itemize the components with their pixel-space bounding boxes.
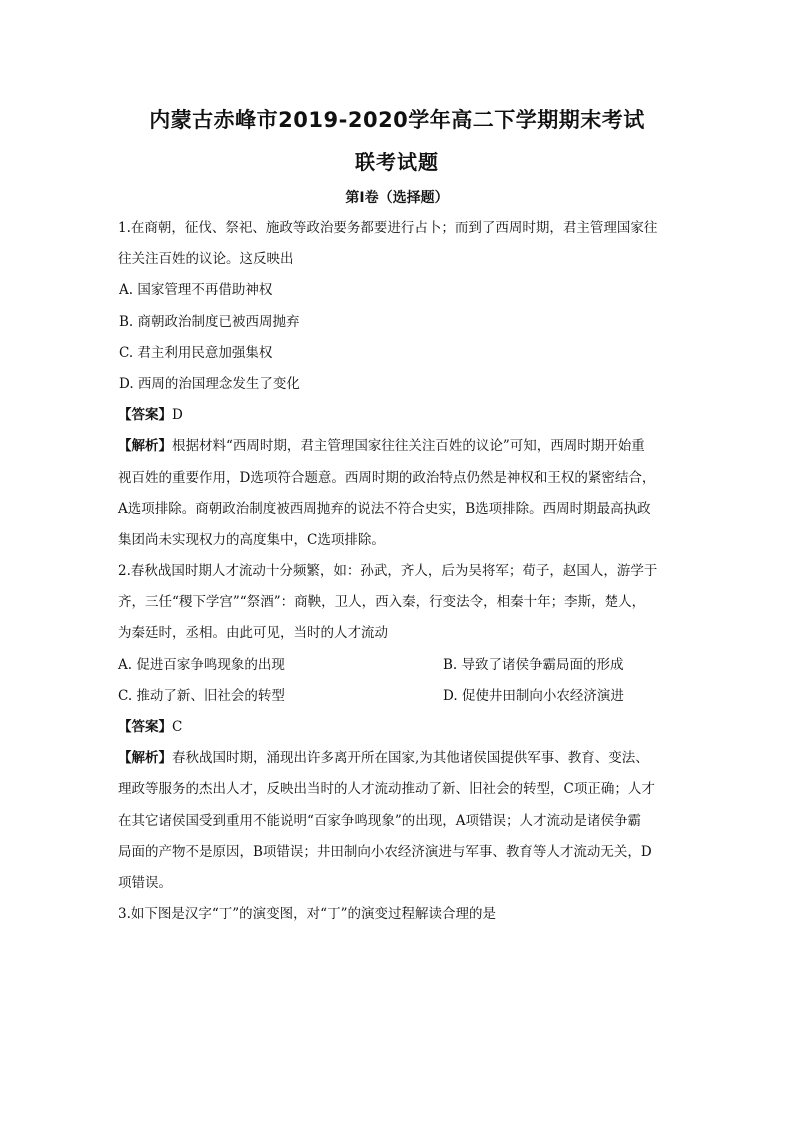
q2-option-b: B. 导致了诸侯争霸局面的形成 xyxy=(443,656,624,673)
q2-answer-value: C xyxy=(172,719,183,735)
q2-answer xyxy=(118,712,676,743)
q1-analysis-line-1 xyxy=(118,431,676,462)
q2-option-row-1 xyxy=(118,650,676,681)
q1-analysis-label: 【解析】 xyxy=(118,438,172,455)
q1-stem-line-2: 往关注百姓的议论。这反映出 xyxy=(118,251,294,268)
question-content xyxy=(118,213,676,930)
q2-analysis-line-4: 局面的产物不是原因，B项错误；井田制向小农经济演进与军事、教育等人才流动无关，D xyxy=(118,843,652,860)
q2-stem-line-1: 2.春秋战国时期人才流动十分频繁，如：孙武，齐人，后为吴将军；荀子，赵国人，游学于 xyxy=(118,563,658,580)
q1-answer-value: D xyxy=(172,407,183,424)
q2-analysis-line-3: 在其它诸侯国受到重用不能说明“百家争鸣现象”的出现，A项错误；人才流动是诸侯争霸 xyxy=(118,812,642,829)
q1-analysis-line-3: A选项排除。商朝政治制度被西周抛弃的说法不符合史实，B选项排除。西周时期最高执政 xyxy=(118,500,651,517)
document-subtitle: 联考试题 xyxy=(355,150,439,174)
q2-option-a: A. 促进百家争鸣现象的出现 xyxy=(118,656,285,673)
q1-analysis-line-4: 集团尚未实现权力的高度集中，C选项排除。 xyxy=(118,531,385,548)
q2-option-d: D. 促使井田制向小农经济演进 xyxy=(443,687,624,704)
q1-analysis-text-1: 根据材料“西周时期，君主管理国家往往关注百姓的议论”可知，西周时期开始重 xyxy=(172,438,645,455)
q2-analysis-line-1 xyxy=(118,743,676,774)
q2-option-row-2 xyxy=(118,681,676,712)
q3-stem-line-1: 3.如下图是汉字“丁”的演变图，对“丁”的演变过程解读合理的是 xyxy=(118,906,496,923)
q1-option-c: C. 君主利用民意加强集权 xyxy=(119,344,273,361)
q1-option-a: A. 国家管理不再借助神权 xyxy=(119,282,273,299)
q1-answer xyxy=(118,400,676,431)
q1-option-d: D. 西周的治国理念发生了变化 xyxy=(119,375,300,392)
q1-analysis-line-2: 视百姓的重要作用，D选项符合题意。西周时期的政治特点仍然是神权和王权的紧密结合， xyxy=(118,469,656,486)
q2-analysis-line-2: 理政等服务的杰出人才，反映出当时的人才流动推动了新、旧社会的转型，C项正确；人才 xyxy=(118,781,655,798)
document-title: 内蒙古赤峰市2019-2020学年高二下学期期末考试 xyxy=(149,108,645,132)
q2-analysis-line-5: 项错误。 xyxy=(118,874,172,891)
q2-option-c: C. 推动了新、旧社会的转型 xyxy=(118,687,285,704)
q2-analysis-text-1: 春秋战国时期，涌现出许多离开所在国家,为其他诸侯国提供军事、教育、变法、 xyxy=(172,750,649,767)
section-heading: 第Ⅰ卷（选择题） xyxy=(345,190,449,206)
q1-answer-label: 【答案】 xyxy=(118,407,172,424)
q2-answer-label: 【答案】 xyxy=(118,719,172,735)
q2-stem-line-2: 齐，三任“稷下学宫”“祭酒”：商鞅，卫人，西入秦，行变法令，相秦十年；李斯，楚人， xyxy=(118,594,646,611)
q1-stem-line-1: 1.在商朝，征伐、祭祀、施政等政治要务都要进行占卜；而到了西周时期，君主管理国家往 xyxy=(118,220,658,236)
q2-analysis-label: 【解析】 xyxy=(118,750,172,767)
q1-option-b: B. 商朝政治制度已被西周抛弃 xyxy=(119,313,300,330)
q2-stem-line-3: 为秦廷时，丞相。由此可见，当时的人才流动 xyxy=(118,625,388,642)
